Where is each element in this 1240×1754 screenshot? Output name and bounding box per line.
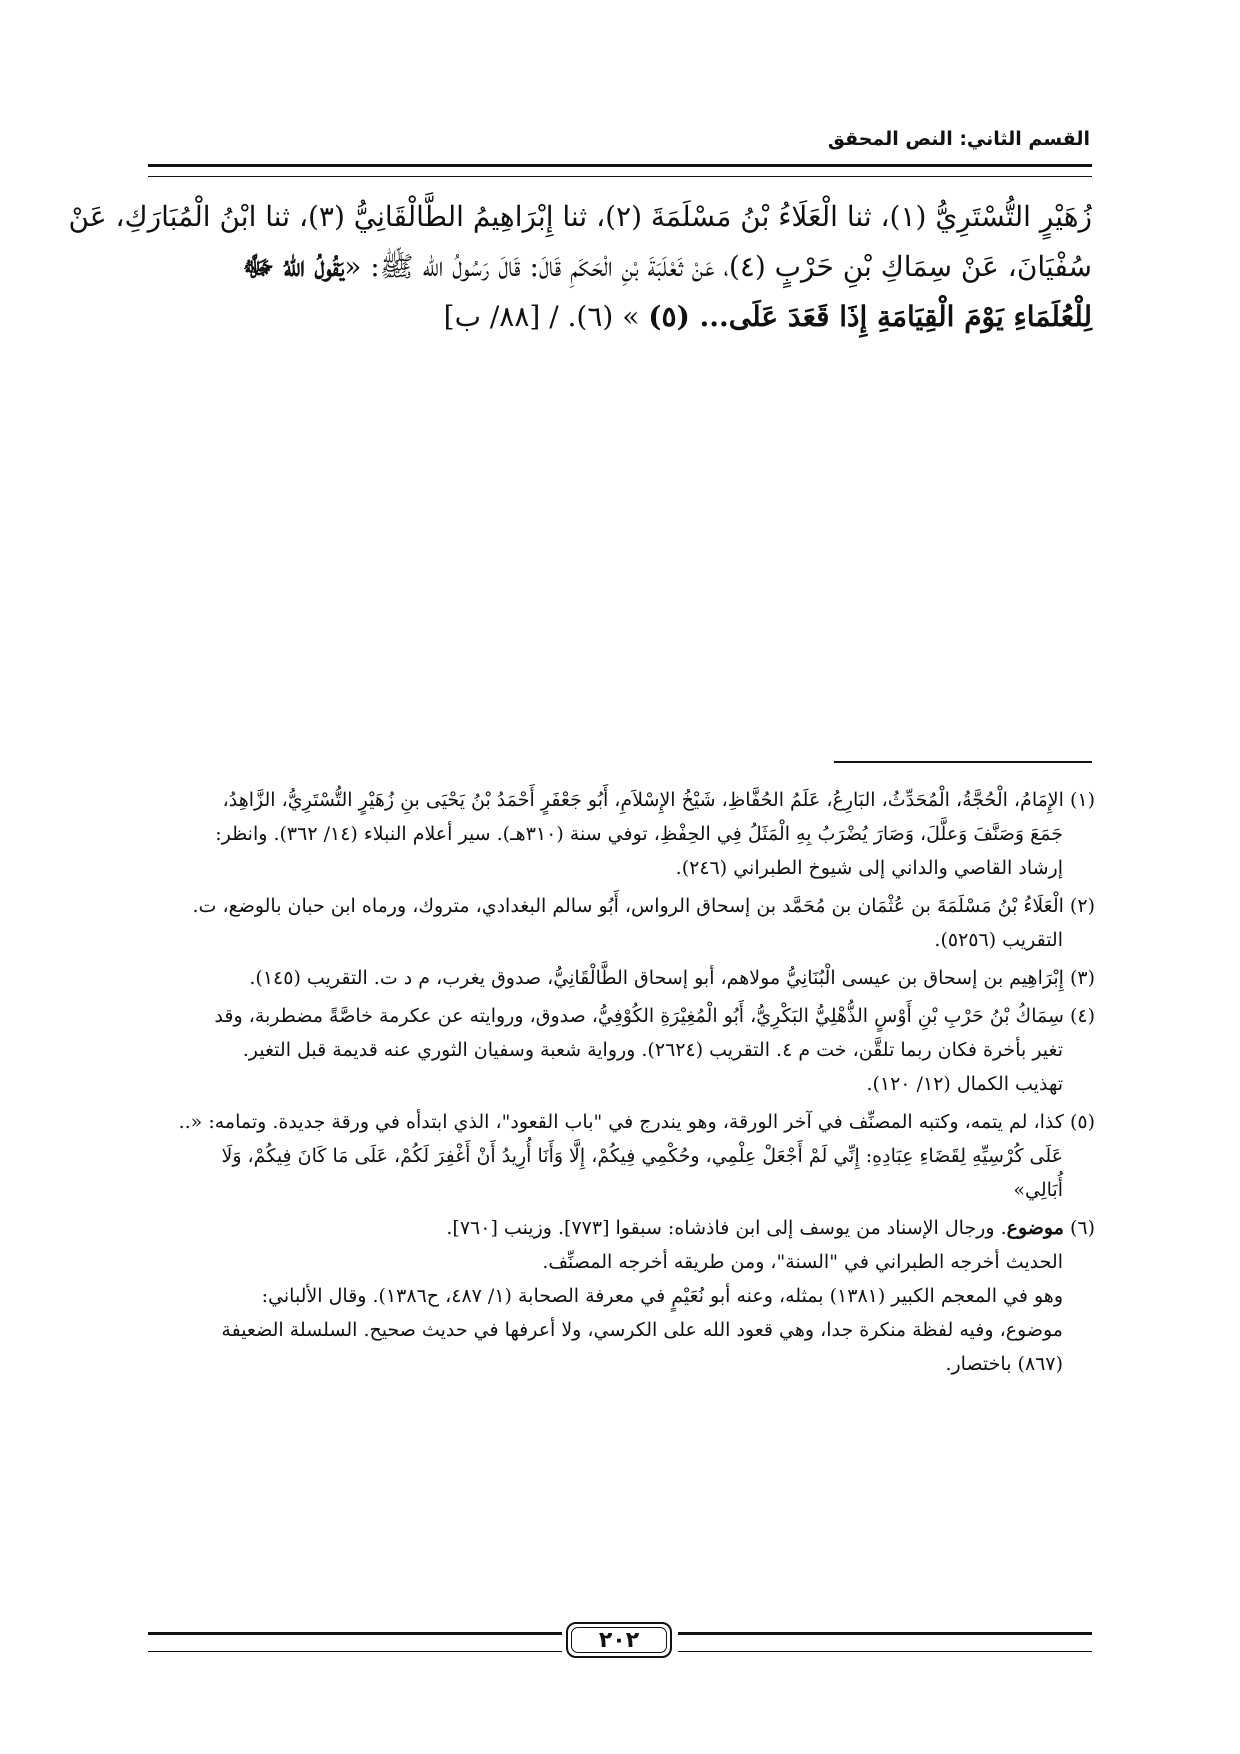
- page-number-frame: [566, 1622, 672, 1658]
- footnote-4-line-3: تهذيب الكمال (١٢/ ١٢٠).: [866, 1073, 1063, 1095]
- footnote-2-line-1: (٢) الْعَلَاءُ بْنُ مَسْلَمَةَ بن عُثْمَان بن مُحَمَّد بن إسحاق الرواس، أَبُو سالم البغدادي، متروك، ورماه ابن حبان بالوضع، ت.: [192, 895, 1095, 917]
- footnote-5-line-3: أُبَالِي»: [1013, 1179, 1063, 1201]
- main-text-line-1: زُهَيْرٍ التُّسْتَرِيُّ (١)، ثنا الْعَلَاءُ بْنُ مَسْلَمَةَ (٢)، ثنا إِبْرَاهِيمُ الطَّالْقَانِيُّ (٣)، ثنا ابْنُ الْمُبَارَكِ، عَنْ: [68, 200, 1092, 233]
- footnote-1: [145, 783, 1095, 885]
- footnote-4-line-1: (٤) سِمَاكُ بْنُ حَرْبِ بْنِ أَوْسٍ الذُّهْلِيُّ البَكْرِيُّ، أَبُو الْمُغِيْرَةِ الكُوْفِيُّ، صدوق، وروايته عن عكرمة خاصَّةً مضطربة، وقد: [214, 1005, 1095, 1027]
- footnote-separator: [834, 761, 1092, 763]
- footer-rule-left: [148, 1632, 562, 1652]
- footnote-3-line-1: (٣) إِبْرَاهِيم بن إسحاق بن عيسى الْبُنَانِيُّ مولاهم، أبو إسحاق الطَّالْقَانِيُّ، صدوق يغرب، م د ت. التقريب (١٤٥).: [249, 967, 1095, 989]
- hadith-text-start: يَقُولُ اللهُ ﷻ: [242, 250, 345, 283]
- footnote-6-verdict: موضوع: [1006, 1217, 1064, 1239]
- footnote-6-line-2: الحديث أخرجه الطبراني في "السنة"، ومن طريقه أخرجه المصنِّف.: [542, 1251, 1063, 1273]
- footnote-5: [145, 1105, 1095, 1207]
- footnote-3: [145, 961, 1095, 995]
- footnote-1-line-1: (١) الإِمَامُ، الْحُجَّةُ، الْمُحَدِّثُ، البَارِعُ، عَلَمُ الحُفَّاظِ، شَيْخُ الإِسْلاَمِ، أَبُو جَعْفَرٍ أَحْمَدُ بْنُ يَحْيَى بنِ زُهَيْرٍ التُّسْتَرِيُّ، الزَّاهِدُ،: [222, 789, 1095, 811]
- header-double-rule: [148, 164, 1092, 177]
- footnote-6-line-4: موضوع، وفيه لفظة منكرة جدا، وهي قعود الله على الكرسي، ولا أعرفها في حديث صحيح. السلسلة الضعيفة: [221, 1319, 1063, 1341]
- main-text-line-2-plain: سُفْيَانَ، عَنْ سِمَاكِ بْنِ حَرْبٍ (٤)، عَنْ ثَعْلَبَةَ بْنِ الْحَكَمِ قَالَ: قَالَ رَسُولُ الله ﷺ: «: [344, 250, 1092, 283]
- footnote-5-line-2: عَلَى كُرْسِيِّهِ لِقَضَاءِ عِبَادِهِ: إِنِّي لَمْ أَجْعَلْ عِلْمِي، وحُكْمِي فِيكُمْ، إِلَّا وَأَنَا أُرِيدُ أَنْ أَغْفِرَ لَكُمْ، عَلَى مَا كَانَ فِيكُمْ، وَلَا: [221, 1145, 1063, 1167]
- footnote-1-line-3: إرشاد القاصي والداني إلى شيوخ الطبراني (٢٤٦).: [675, 857, 1063, 879]
- footnote-6-line-3: وهو في المعجم الكبير (١٣٨١) بمثله، وعنه أبو نُعَيْمٍ في معرفة الصحابة (١/ ٤٨٧، ح١٣٨٦). وقال الألباني:: [261, 1285, 1063, 1307]
- footnote-5-line-1: (٥) كذا، لم يتمه، وكتبه المصنِّف في آخر الورقة، وهو يندرج في "باب القعود"، الذي ابتدأه في ورقة جديدة. وتمامه: «..: [178, 1111, 1095, 1133]
- footnotes-block: [145, 783, 1095, 1381]
- main-text-line-2: [148, 242, 1092, 292]
- main-text-line-3-plain: » (٦). / [٨٨/ ب]: [443, 300, 649, 333]
- footnote-1-line-2: جَمَعَ وَصَنَّفَ وَعلَّلَ، وَصَارَ يُضْرَبُ بِهِ الْمَثَلُ فِي الحِفْظِ، توفي سنة (٣١٠هـ). سير أعلام النبلاء (١٤/ ٣٦٢). وانظر:: [215, 823, 1063, 845]
- footnote-6-line-5: (٨٦٧) باختصار.: [945, 1353, 1063, 1375]
- footer-rule-right: [678, 1632, 1092, 1652]
- running-header-title: القسم الثاني: النص المحقق: [827, 128, 1090, 150]
- page-number: ٢٠٢: [598, 1627, 640, 1653]
- footnote-6-line-1-rest: . ورجال الإسناد من يوسف إلى ابن فاذشاه: سبقوا [٧٧٣]. وزينب [٧٦٠].: [446, 1217, 1007, 1239]
- hadith-text-end: لِلْعُلَمَاءِ يَوْمَ الْقِيَامَةِ إِذَا قَعَدَ عَلَى... (٥): [648, 300, 1092, 333]
- footnote-6: [145, 1211, 1095, 1381]
- footnote-6-label: (٦): [1063, 1217, 1095, 1239]
- footnote-2-line-2: التقريب (٥٢٥٦).: [934, 929, 1063, 951]
- footnote-6-line-1: [145, 1211, 1095, 1245]
- main-text-block: [68, 192, 1092, 342]
- footnote-2: [145, 889, 1095, 957]
- footnote-4: [145, 999, 1095, 1101]
- footnote-4-line-2: تغير بأخرة فكان ربما تلقَّن، خت م ٤. التقريب (٢٦٢٤). ورواية شعبة وسفيان الثوري عنه قديمة قبل التغير.: [242, 1039, 1063, 1061]
- main-text-line-3: [148, 292, 1092, 342]
